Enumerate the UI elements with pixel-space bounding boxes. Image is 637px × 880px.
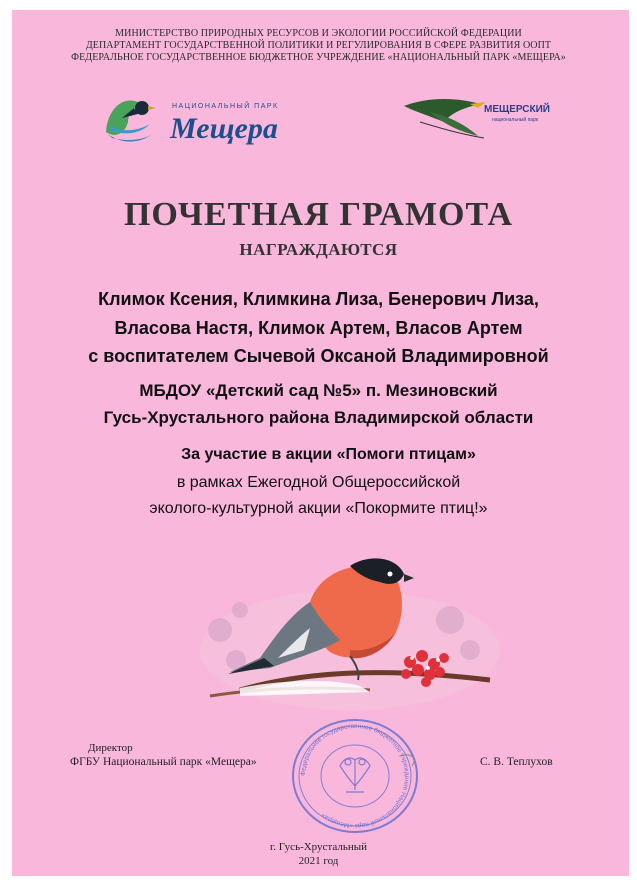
meshchersky-logo-caption: национальный парк xyxy=(492,117,539,123)
header-ministry: МИНИСТЕРСТВО ПРИРОДНЫХ РЕСУРСОВ И ЭКОЛОГИИ РОССИЙСКОЙ ФЕДЕРАЦИИ xyxy=(115,28,522,39)
park-logo-name: Мещера xyxy=(170,112,278,145)
director-name: С. В. Теплухов xyxy=(480,756,553,768)
institution-line-1: МБДОУ «Детский сад №5» п. Мезиновский xyxy=(139,381,498,400)
recipients-line-1: Климок Ксения, Климкина Лиза, Бенерович Лиза, xyxy=(98,289,539,309)
city: г. Гусь-Хрустальный xyxy=(269,841,368,853)
director-title: Директор xyxy=(88,742,133,754)
recipients-line-3: с воспитателем Сычевой Оксаной Владимировной xyxy=(88,346,549,366)
header-department: ДЕПАРТАМЕНТ ГОСУДАРСТВЕННОЙ ПОЛИТИКИ И РЕГУЛИРОВАНИЯ В СФЕРЕ РАЗВИТИЯ ООПТ xyxy=(85,40,552,51)
reason-line-3: эколого-культурной акции «Покормите птиц!» xyxy=(149,500,488,517)
meshchersky-park-logo xyxy=(400,92,560,144)
institution-line-2: Гусь-Хрустального района Владимирской области xyxy=(103,408,534,427)
stamp-ring-text: Федеральное государственное бюджетное учреждение Национальный парк «Мещера» xyxy=(299,722,411,830)
reason-line-1: За участие в акции «Помоги птицам» xyxy=(181,446,476,463)
official-stamp xyxy=(280,716,430,836)
meshchera-park-logo xyxy=(98,86,308,152)
bullfinch-illustration xyxy=(200,540,500,710)
certificate-subtitle: НАГРАЖДАЮТСЯ xyxy=(239,240,398,259)
director-organization: ФГБУ Национальный парк «Мещера» xyxy=(70,756,257,768)
park-logo-caption: НАЦИОНАЛЬНЫЙ ПАРК xyxy=(172,103,279,110)
year: 2021 год xyxy=(298,855,339,867)
header-institution: ФЕДЕРАЛЬНОЕ ГОСУДАРСТВЕННОЕ БЮДЖЕТНОЕ УЧРЕЖДЕНИЕ «НАЦИОНАЛЬНЫЙ ПАРК «МЕЩЕРА» xyxy=(71,52,566,63)
meshchersky-logo-name: МЕЩЕРСКИЙ xyxy=(484,104,550,115)
reason-line-2: в рамках Ежегодной Общероссийской xyxy=(176,474,461,491)
recipients-line-2: Власова Настя, Климок Артем, Власов Артем xyxy=(114,318,523,338)
certificate-title: ПОЧЕТНАЯ ГРАМОТА xyxy=(123,196,514,233)
